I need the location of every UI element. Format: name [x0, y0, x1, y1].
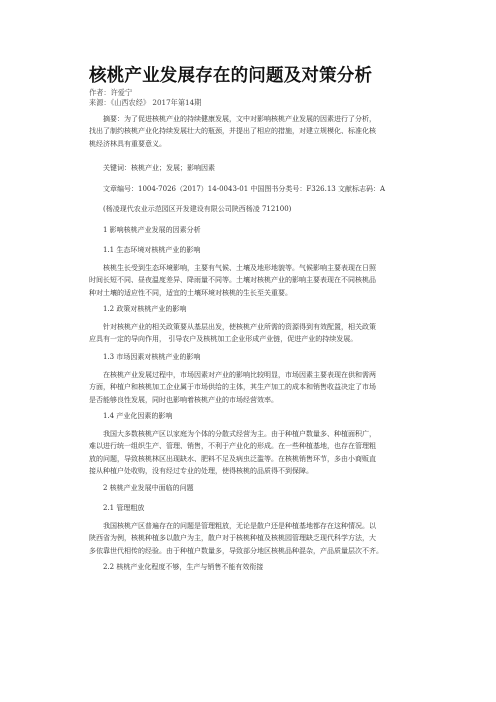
affiliation: (杨凌现代农业示范园区开发建设有限公司陕西杨凌 712100) — [103, 205, 292, 213]
section-heading: 2.1 管理粗放 — [103, 504, 145, 512]
paragraph-line: 针对核桃产业的相关政策要从基层出发，使核桃产业所需的资源得到有效配置，相关政策 — [103, 323, 376, 331]
section-heading: 1.4 产业化因素的影响 — [103, 412, 173, 420]
section-heading: 2.2 核桃产业化程度不够，生产与销售不能有效衔接 — [103, 563, 264, 571]
section-heading: 1.1 生态环境对核桃产业的影响 — [103, 246, 201, 254]
paragraph-line: 种对土壤的适应性不同，适宜的土壤环境对核桃的生长至关重要。 — [89, 288, 292, 297]
paragraph-line: 在核桃产业发展过程中，市场因素对产业的影响比较明显，市场因素主要表现在供和需两 — [103, 371, 376, 379]
paragraph-line: 接从种植户处收购，没有经过专业的处理，使得核桃的品质得不到保障。 — [89, 466, 313, 475]
section-heading: 1 影响核桃产业发展的因素分析 — [103, 226, 201, 234]
abstract-line: 摘要：为了促进核桃产业的持续健康发展，文中对影响核桃产业发展的因素进行了分析， — [103, 115, 376, 123]
paragraph-line: 我国核桃产区普遍存在的问题是管理粗放，无论是散户还是种植基地都存在这种情况。以 — [103, 522, 376, 530]
abstract — [89, 113, 411, 150]
section-paragraph — [89, 369, 411, 406]
paragraph-line: 是否能够良性发展，同时也影响着核桃产业的市场经营效率。 — [89, 395, 278, 404]
paragraph-line: 核桃生长受到生态环境影响，主要有气候、土壤及地形地貌等。气候影响主要表现在日照 — [103, 264, 376, 272]
author-line: 作者：许爱宁 — [89, 88, 133, 97]
paragraph-line: 放的问题，导致核桃林区出现缺水、肥料不足及病虫泛滥等。在核桃销售环节，多由小商贩直 — [89, 454, 376, 463]
section-paragraph — [89, 262, 411, 299]
section-paragraph — [89, 321, 411, 346]
paragraph-line: 多依靠世代相传的经验。由于种植户数量多，导致部分地区核桃品种混杂，产品质量层次不齐。 — [89, 546, 383, 555]
section-heading: 1.2 政策对核桃产业的影响 — [103, 305, 187, 313]
paragraph-line: 我国大多数核桃产区以家庭为个体的分散式经营为主。由于种植户数量多、种植面积广， — [103, 430, 376, 438]
section-paragraph — [89, 520, 411, 557]
paragraph-line: 方面，种植户和核桃加工企业属于市场供给的主体，其生产加工的成本和销售收益决定了市场 — [89, 383, 376, 392]
paragraph-line: 应具有一定的导向作用， 引导农户及核桃加工企业形成产业链，促进产业的持续发展。 — [89, 335, 358, 344]
paragraph-line: 难以进行统一组织生产、管理、销售，不利于产业化的形成。在一些种植基地，也存在管理粗 — [89, 442, 376, 451]
article-number: 文章编号：1004-7026（2017）14-0043-01 中国图书分类号：F326.13 文献标志码：A — [103, 185, 386, 193]
section-heading: 2 核桃产业发展中面临的问题 — [103, 484, 194, 492]
source-line: 来源：《山西农经》 2017年第14期 — [89, 98, 202, 107]
article-title: 核桃产业发展存在的问题及对策分析 — [89, 66, 373, 86]
abstract-line: 找出了制约核桃产业化持续发展壮大的瓶颈，并提出了相应的措施，对建立规模化、标准化核 — [89, 127, 376, 136]
paragraph-line: 时间长短不同、昼夜温度差异、降雨量不同等。土壤对核桃产业的影响主要表现在不同核桃品 — [89, 276, 376, 285]
abstract-line: 桃经济林具有重要意义。 — [89, 139, 166, 148]
section-paragraph — [89, 428, 411, 477]
keywords: 关键词：核桃产业；发展；影响因素 — [103, 164, 215, 172]
paragraph-line: 陕西省为例，核桃种植多以散户为主，散户对于核桃种植及核桃园管理缺乏现代科学方法，大 — [89, 534, 376, 543]
section-heading: 1.3 市场因素对核桃产业的影响 — [103, 353, 201, 361]
